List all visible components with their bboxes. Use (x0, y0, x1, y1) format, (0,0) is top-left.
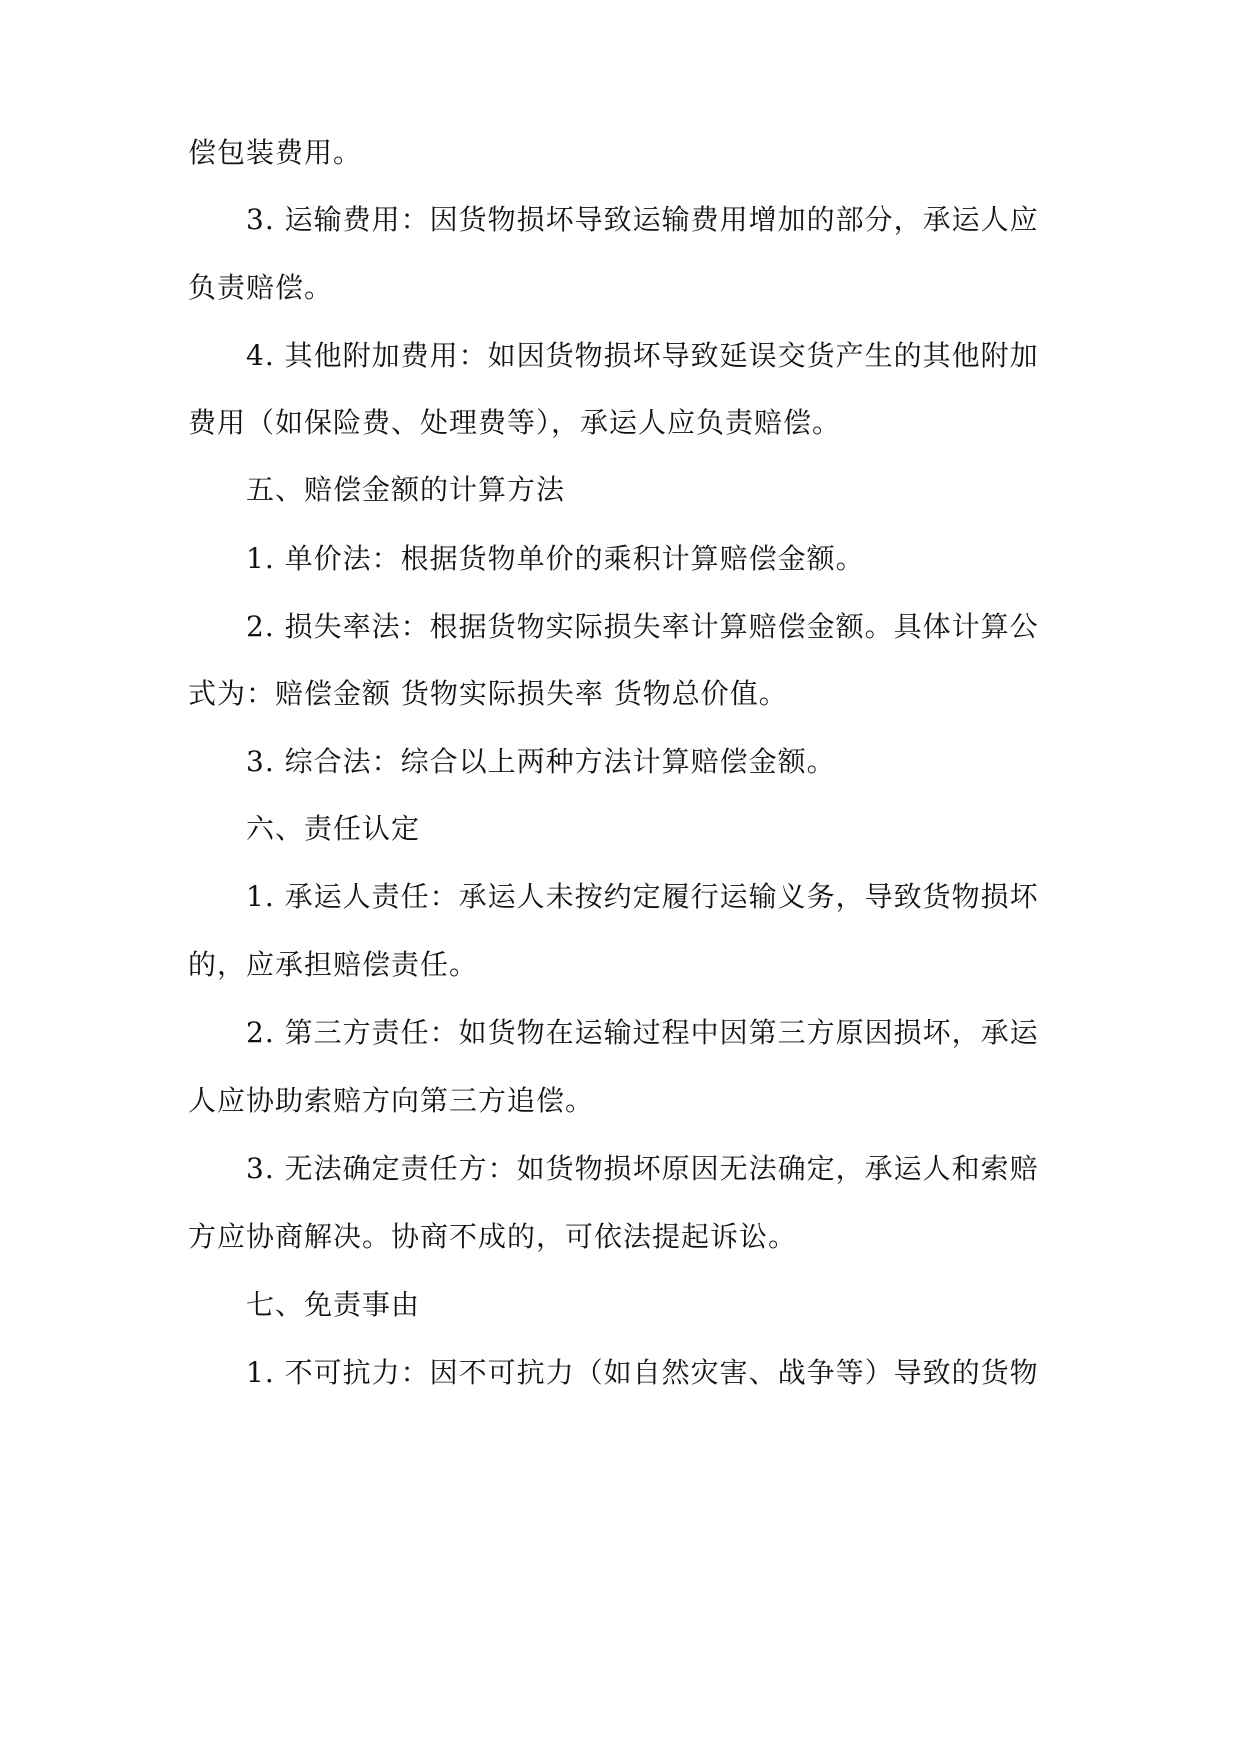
text-line: 费用（如保险费、处理费等），承运人应负责赔偿。 (188, 406, 842, 439)
text-line: 1. 不可抗力：因不可抗力（如自然灾害、战争等）导致的货物 (246, 1356, 1039, 1389)
text-line: 3. 综合法：综合以上两种方法计算赔偿金额。 (246, 745, 836, 778)
text-line: 2. 损失率法：根据货物实际损失率计算赔偿金额。具体计算公 (246, 610, 1039, 643)
section-heading: 七、免责事由 (246, 1288, 421, 1321)
text-line: 的，应承担赔偿责任。 (188, 948, 479, 981)
text-line: 人应协助索赔方向第三方追偿。 (188, 1084, 595, 1117)
text-line: 1. 单价法：根据货物单价的乘积计算赔偿金额。 (246, 542, 865, 575)
text-line: 4. 其他附加费用：如因货物损坏导致延误交货产生的其他附加 (246, 339, 1039, 372)
text-line: 2. 第三方责任：如货物在运输过程中因第三方原因损坏，承运 (246, 1016, 1039, 1049)
section-heading: 五、赔偿金额的计算方法 (246, 473, 566, 506)
text-line: 式为：赔偿金额 货物实际损失率 货物总价值。 (188, 677, 788, 710)
text-line: 负责赔偿。 (188, 271, 334, 304)
text-line: 偿包装费用。 (188, 136, 363, 169)
text-line: 1. 承运人责任：承运人未按约定履行运输义务，导致货物损坏 (246, 880, 1039, 913)
text-line: 3. 运输费用：因货物损坏导致运输费用增加的部分，承运人应 (246, 203, 1039, 236)
text-line: 方应协商解决。协商不成的，可依法提起诉讼。 (188, 1220, 798, 1253)
section-heading: 六、责任认定 (246, 812, 421, 845)
text-line: 3. 无法确定责任方：如货物损坏原因无法确定，承运人和索赔 (246, 1152, 1039, 1185)
